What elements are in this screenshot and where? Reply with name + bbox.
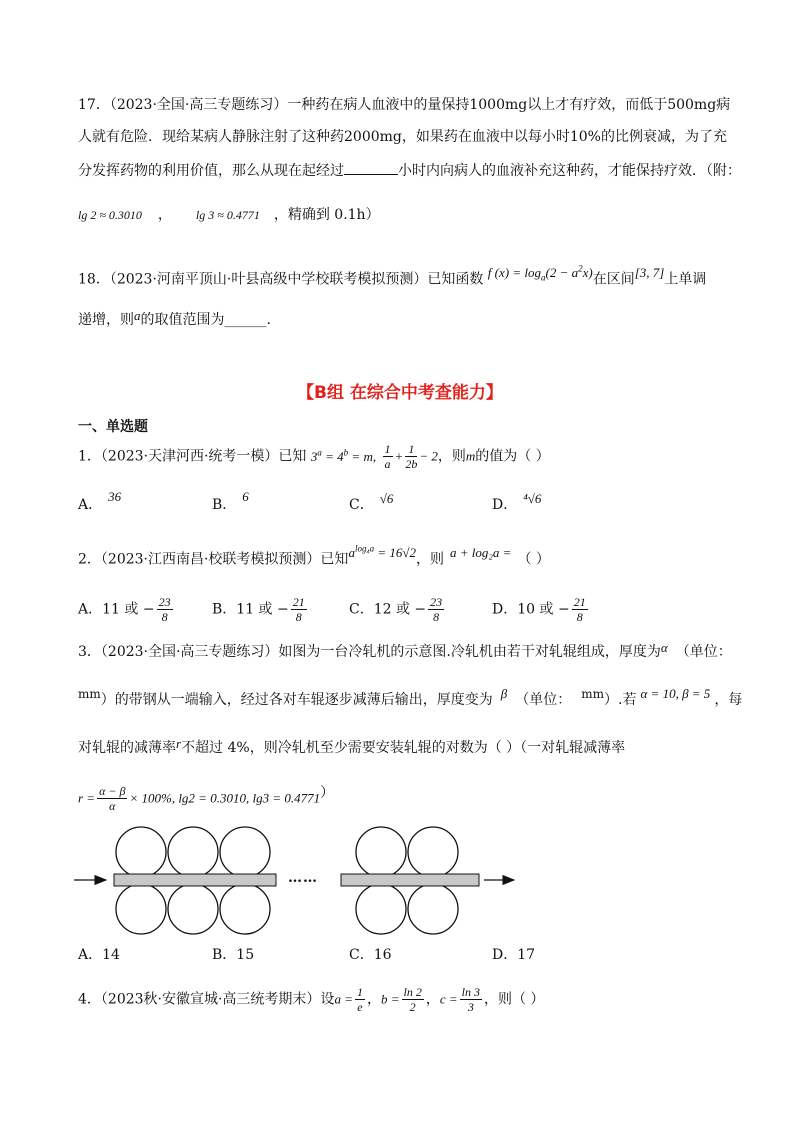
q1-option-c[interactable]: C． √6: [349, 491, 394, 513]
q2-option-a[interactable]: A．11 或 − $\frac{23}{8}$: [78, 595, 171, 624]
q18-text-a: 18．（2023·河南平顶山·叶县高级中学校联考模拟预测）已知函数: [78, 271, 484, 288]
interval: [3, 7]: [634, 265, 665, 281]
q2-text-a: 2．（2023·江西南昌·校联考模拟预测）已知: [78, 551, 349, 568]
c-fraction: $\frac{\ln 3}{3}$: [461, 985, 480, 1014]
q3-text-g: 对轧辊的减薄率: [78, 740, 176, 756]
var-alpha: α: [660, 640, 668, 655]
q18-interval-text: 在区间: [592, 271, 635, 288]
q17-line-2: 人就有危险．现给某病人静脉注射了这种药2000mg，如果药在血液中以每小时10%的比例衰减，为了充: [78, 129, 727, 145]
q3-text-h: 不超过 4%，则冷轧机至少需要安装轧辊的对数为（ ）（一对轧辊减薄率: [181, 740, 626, 756]
q3-option-d[interactable]: D．17: [492, 947, 536, 963]
q1-option-a[interactable]: A．36: [78, 489, 122, 513]
roller: [168, 884, 218, 934]
roller: [356, 884, 406, 934]
q2-text-b: ，则: [416, 551, 444, 568]
q4-stem: 4．（2023秋·安徽宣城·高三统考期末）设a = $\frac{1}{e}$ ，b = $\frac{\ln 2}{2}$ ，c = $\frac{\ln 3}{3}$ ，则（ ）: [78, 985, 545, 1014]
roller: [408, 884, 458, 934]
q3-text-e: ）.若: [604, 692, 637, 708]
group-heading: 【B组 在综合中考查能力】: [297, 383, 503, 403]
q3-text-d: （单位：: [515, 692, 572, 708]
q2-text-c: （ ）: [517, 551, 550, 568]
roller: [116, 884, 166, 934]
roller: [168, 827, 218, 877]
roller: [408, 827, 458, 877]
q17-line-3-text-b: 小时内向病人的血液补充这种药，才能保持疗效．（附：: [398, 163, 741, 179]
section-title: 一、单选题: [78, 419, 148, 435]
q3-text-a: 3．（2023·全国·高三专题练习）如图为一台冷轧机的示意图.冷轧机由若干对轧辊组成，厚度为: [78, 644, 661, 660]
q4-text-a: 4．（2023秋·安徽宣城·高三统考期末）设: [78, 991, 335, 1008]
reduction-fraction: $\frac{\alpha - \beta}{\alpha}$: [99, 784, 126, 813]
q3-text-b: （单位：: [675, 644, 732, 660]
q3-condition: α = 10, β = 5: [640, 686, 711, 701]
q17-line-3-text-a: 分发挥药物的利用价值，那么从现在起经过: [78, 163, 344, 179]
q3-text-c: ）的带钢从一端输入，经过各对车辊逐步减薄后输出，厚度变为: [100, 692, 493, 708]
steel-strip-right: [341, 874, 479, 886]
q1-text-c: 的值为（ ）: [475, 448, 550, 465]
q1-option-b[interactable]: B．6: [212, 489, 249, 513]
q2-expression-2: a + log₂a =: [450, 545, 512, 561]
q4-text-b: ，则（ ）: [483, 991, 545, 1008]
b-fraction: $\frac{\ln 2}{2}$: [403, 985, 422, 1014]
fraction-1-over-a: $\frac{1}{a}$: [384, 442, 391, 471]
lg2-value: lg 2 ≈ 0.3010: [78, 208, 142, 222]
q18-text-c: 递增，则: [78, 312, 134, 328]
fraction-1-over-2b: $\frac{1}{2b}$: [405, 442, 418, 471]
q3-option-c[interactable]: C．16: [349, 947, 392, 963]
q18-text-b: 上单调: [664, 271, 707, 288]
unit-mm-2: mm: [581, 687, 605, 701]
q1-text-a: 1．（2023·天津河西·统考一模）已知: [78, 448, 307, 465]
var-m: m: [465, 448, 476, 464]
q2-option-c[interactable]: C．12 或 − $\frac{23}{8}$: [349, 595, 443, 624]
q17-line-1: 17．（2023·全国·高三专题练习）一种药在病人血液中的量保持1000mg以上才有疗效，而低于500mg病: [78, 97, 731, 113]
separator: ，: [157, 207, 172, 223]
steel-strip-left: [114, 874, 276, 886]
q1-expression: $3^a = 4^b = m$,: [310, 447, 377, 464]
var-r: r: [176, 736, 182, 751]
var-a: a: [134, 308, 141, 323]
q1-option-d[interactable]: D． ⁴√6: [492, 491, 542, 513]
unit-mm: mm: [78, 687, 101, 701]
q3-option-b[interactable]: B．15: [212, 947, 255, 963]
lg3-value: lg 3 ≈ 0.4771: [195, 208, 260, 222]
q3-option-a[interactable]: A．14: [78, 947, 120, 963]
roller: [220, 827, 270, 877]
a-fraction: $\frac{1}{e}$: [356, 985, 363, 1014]
q18-text-d: 的取值范围为______.: [140, 312, 271, 328]
precision-note: ，精确到 0.1h）: [273, 207, 380, 223]
q3-text-f: ，每: [714, 692, 743, 708]
roller: [356, 827, 406, 877]
q1-text-b: ，则: [437, 448, 466, 465]
q2-option-d[interactable]: D．10 或 − $\frac{21}{8}$: [492, 595, 586, 624]
q1-stem: 1．（2023·天津河西·统考一模）已知 $3^a = 4^b = m$, $\frac{1}{a}$ + $\frac{1}{2b}$ − 2，则m的值为（ ）: [78, 442, 550, 471]
ellipsis: ……: [288, 870, 318, 886]
q2-expression: $a^{log_4a} = 16√2$: [348, 544, 416, 561]
q2-option-b[interactable]: B．11 或 − $\frac{21}{8}$: [212, 595, 305, 624]
function-expression: f $(x) = \log_a(2 - a^2x)$: [487, 264, 593, 283]
roller: [116, 827, 166, 877]
var-beta: β: [500, 686, 508, 701]
roller: [220, 884, 270, 934]
q3-formula: r = $\frac{\alpha - \beta}{\alpha}$ × 100%, lg2 = 0.3010, lg3 = 0.4771）: [78, 784, 335, 813]
